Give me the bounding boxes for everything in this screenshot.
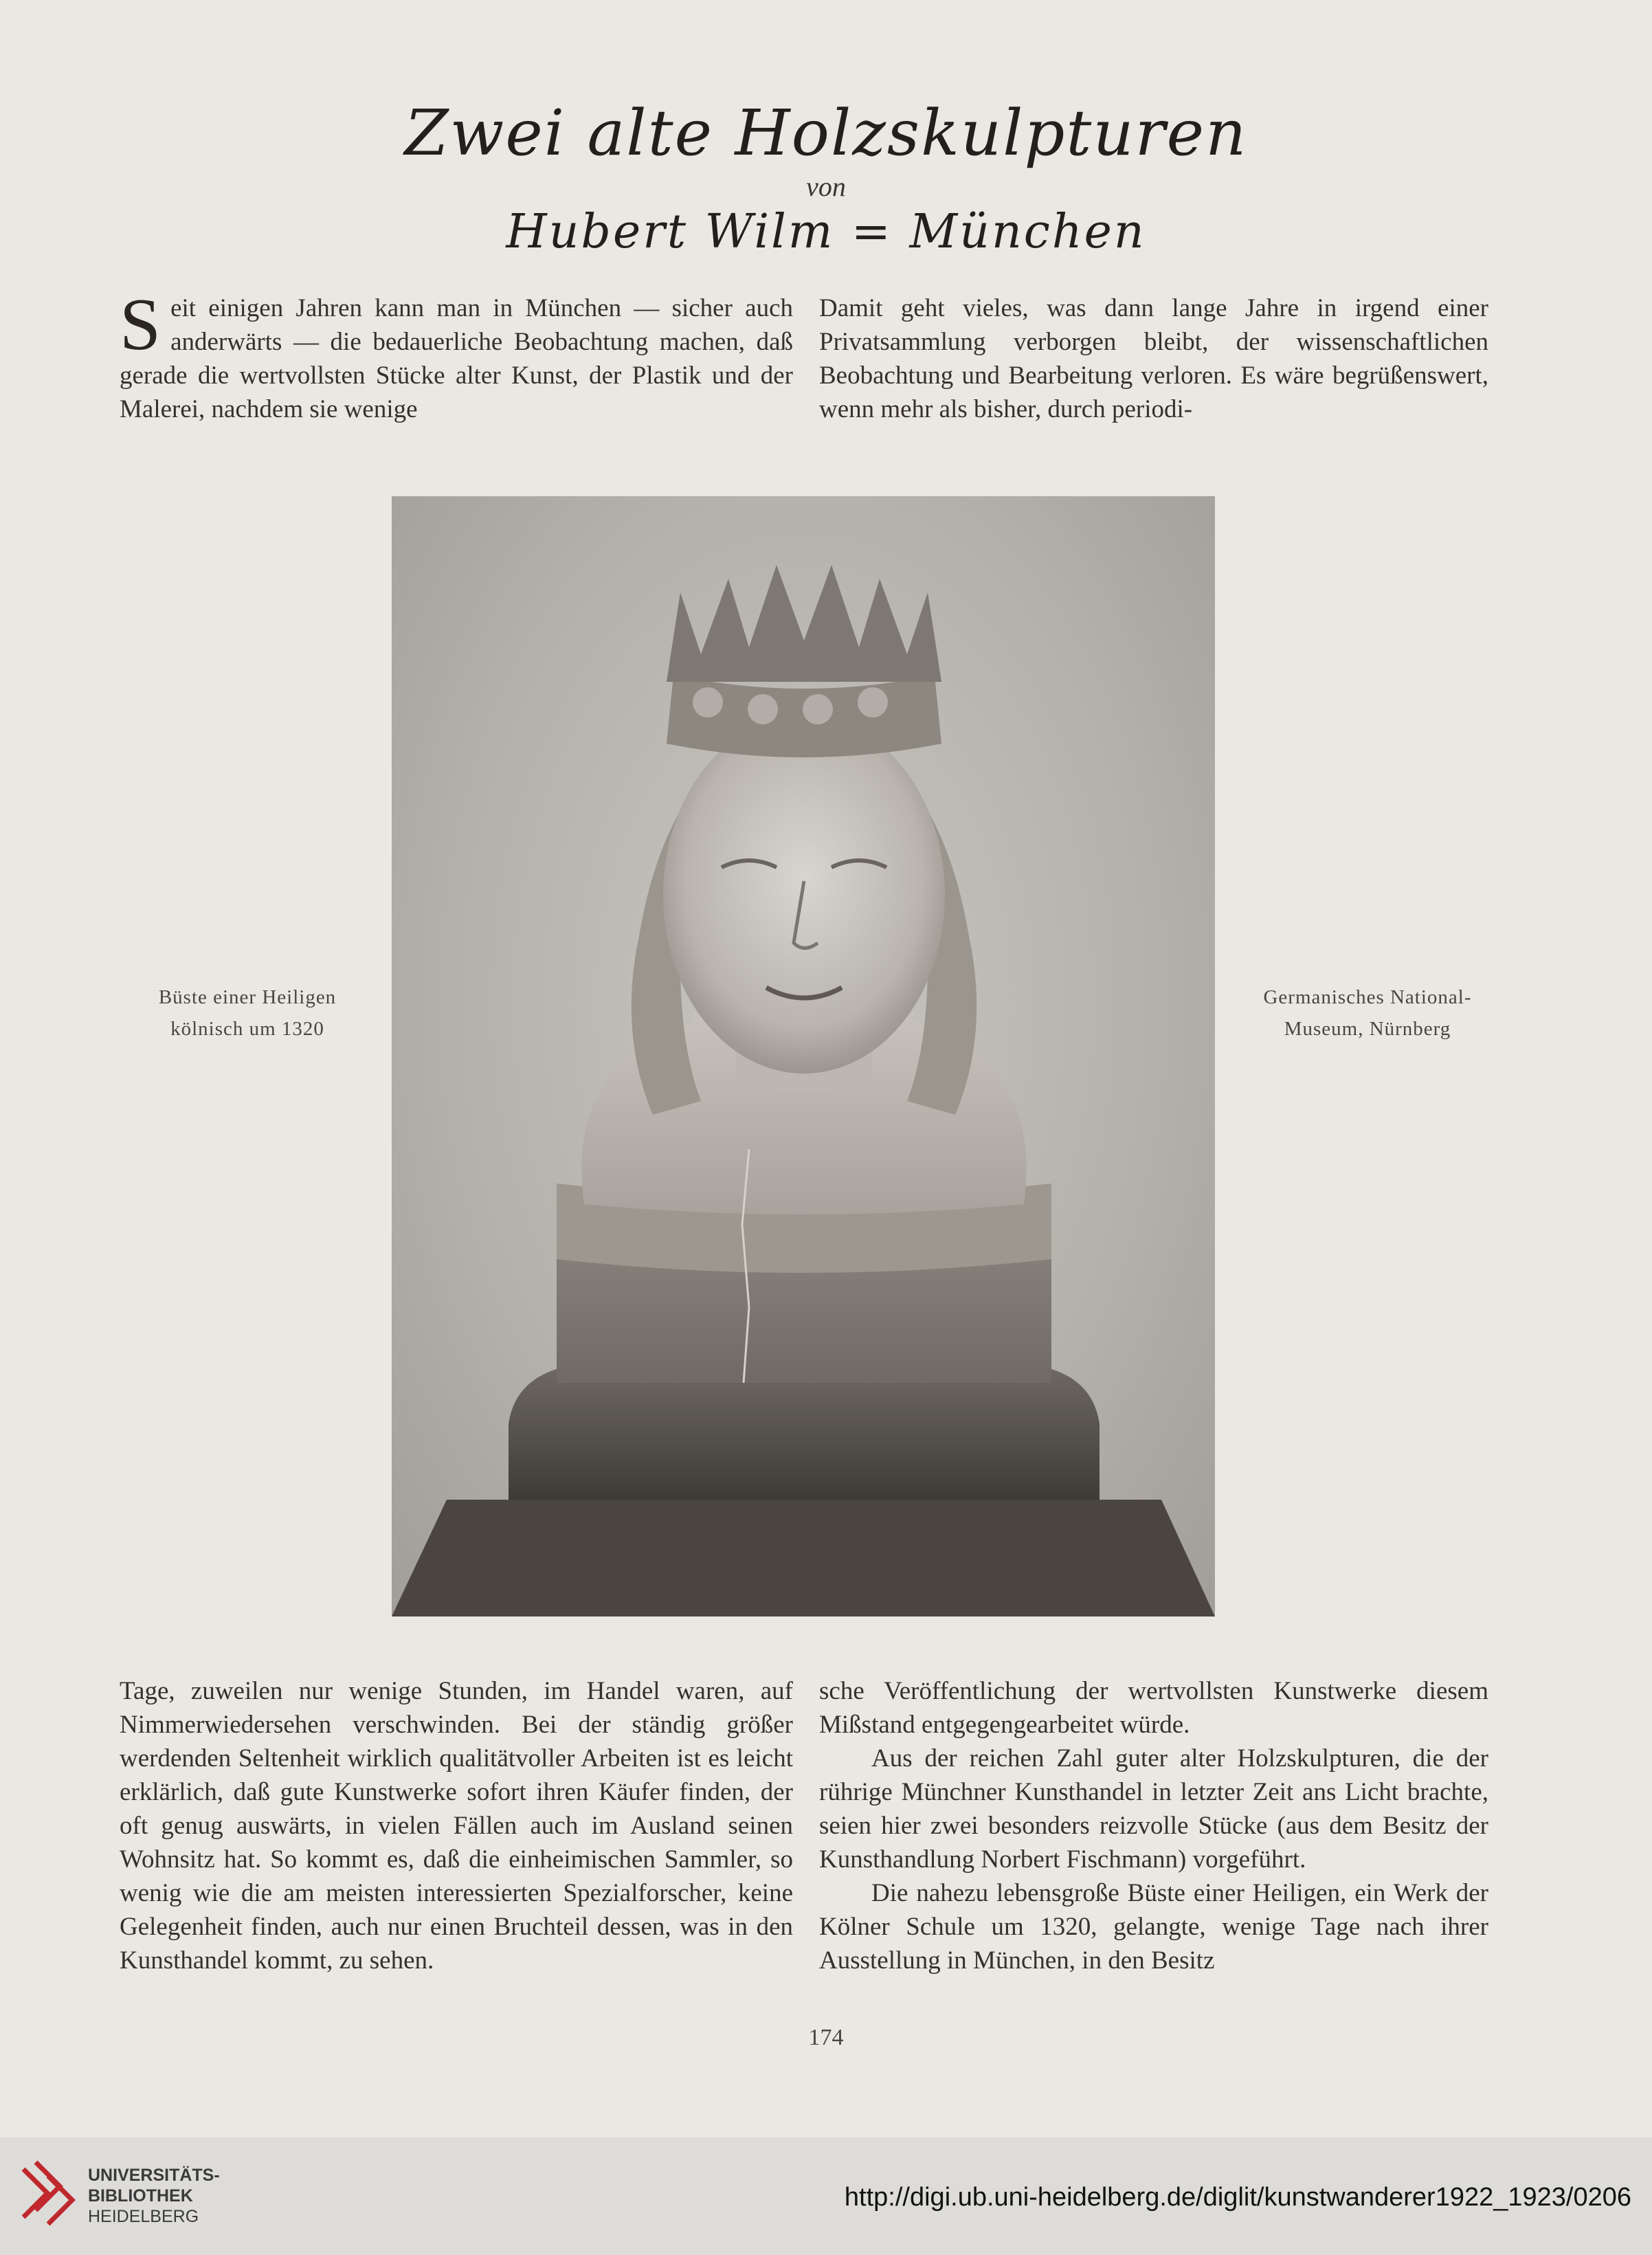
column-bottom-left [120, 1674, 793, 1977]
caption-right-line1: Germanisches National- [1263, 986, 1472, 1008]
bust-illustration [392, 496, 1215, 1617]
logo-line-2: BIBLIOTHEK [88, 2186, 193, 2206]
column-bottom-right-p2: Aus der reichen Zahl guter alter Holzskulpturen, die der rührige Münchner Kunsthandel in letzter Zeit ans Licht brachte, seien hier zwei besonders reizvolle Stücke (aus dem Besitz der Kunsthandlung Norbert Fischmann) vorgeführt. [819, 1744, 1488, 1874]
library-logo-text[interactable] [88, 2165, 220, 2227]
column-bottom-right [819, 1674, 1488, 1977]
source-url-link[interactable]: http://digi.ub.uni-heidelberg.de/diglit/kunstwanderer1922_1923/0206 [844, 2183, 1631, 2212]
caption-left-line2: kölnisch um 1320 [170, 1018, 324, 1040]
caption-right [1223, 981, 1512, 1045]
caption-right-line2: Museum, Nürnberg [1284, 1018, 1451, 1040]
column-top-left [120, 284, 793, 426]
column-bottom-right-p1: sche Veröffentlichung der wertvollsten Kunstwerke diesem Mißstand entgegengearbeitet würde. [819, 1677, 1488, 1739]
caption-left [131, 981, 364, 1045]
caption-left-line1: Büste einer Heiligen [158, 986, 337, 1008]
column-top-right [819, 291, 1488, 426]
article-author: Hubert Wilm = München [506, 205, 1146, 259]
bust-photograph [392, 496, 1215, 1617]
article-byline-von: von [806, 171, 846, 202]
library-footer [0, 2137, 1652, 2255]
column-top-right-text: Damit geht vieles, was dann lange Jahre in irgend einer Privatsammlung verborgen bleibt, der wissenschaftlichen Beobachtung und Bearbeitung verloren. Es wäre begrüßenswert, wenn mehr als bisher, durch periodi- [819, 294, 1488, 423]
article-title: Zwei alte Holzskulpturen [404, 96, 1248, 170]
library-logo-icon[interactable] [16, 2155, 78, 2231]
logo-line-3: HEIDELBERG [88, 2207, 199, 2226]
column-top-left-text: eit einigen Jahren kann man in München — sicher auch anderwärts — die bedauerliche Beobachtung machen, daß gerade die wertvollsten Stücke alter Kunst, der Plastik und der Malerei, nachdem sie wenige [120, 294, 793, 423]
column-bottom-left-text: Tage, zuweilen nur wenige Stunden, im Handel waren, auf Nimmerwiedersehen verschwinden. Bei der ständig größer werdenden Seltenheit wirklich qualitätvoller Arbeiten ist es leicht erklärlich, daß gute Kunstwerke sofort ihren Käufer finden, der oft genug auswärts, in vielen Fällen auch im Ausland seinen Wohnsitz hat. So kommt es, daß die einheimischen Sammler, so wenig wie die am meisten interessierten Spezialforscher, keine Gelegenheit finden, auch nur einen Bruchteil dessen, was in den Kunsthandel kommt, zu sehen. [120, 1677, 793, 1975]
page-number: 174 [808, 2025, 844, 2050]
column-bottom-right-p3: Die nahezu lebensgroße Büste einer Heiligen, ein Werk der Kölner Schule um 1320, gelangte, wenige Tage nach ihrer Ausstellung in München, in den Besitz [819, 1879, 1488, 1975]
logo-line-1: UNIVERSITÄTS- [88, 2166, 220, 2185]
drop-cap: S [120, 284, 161, 366]
